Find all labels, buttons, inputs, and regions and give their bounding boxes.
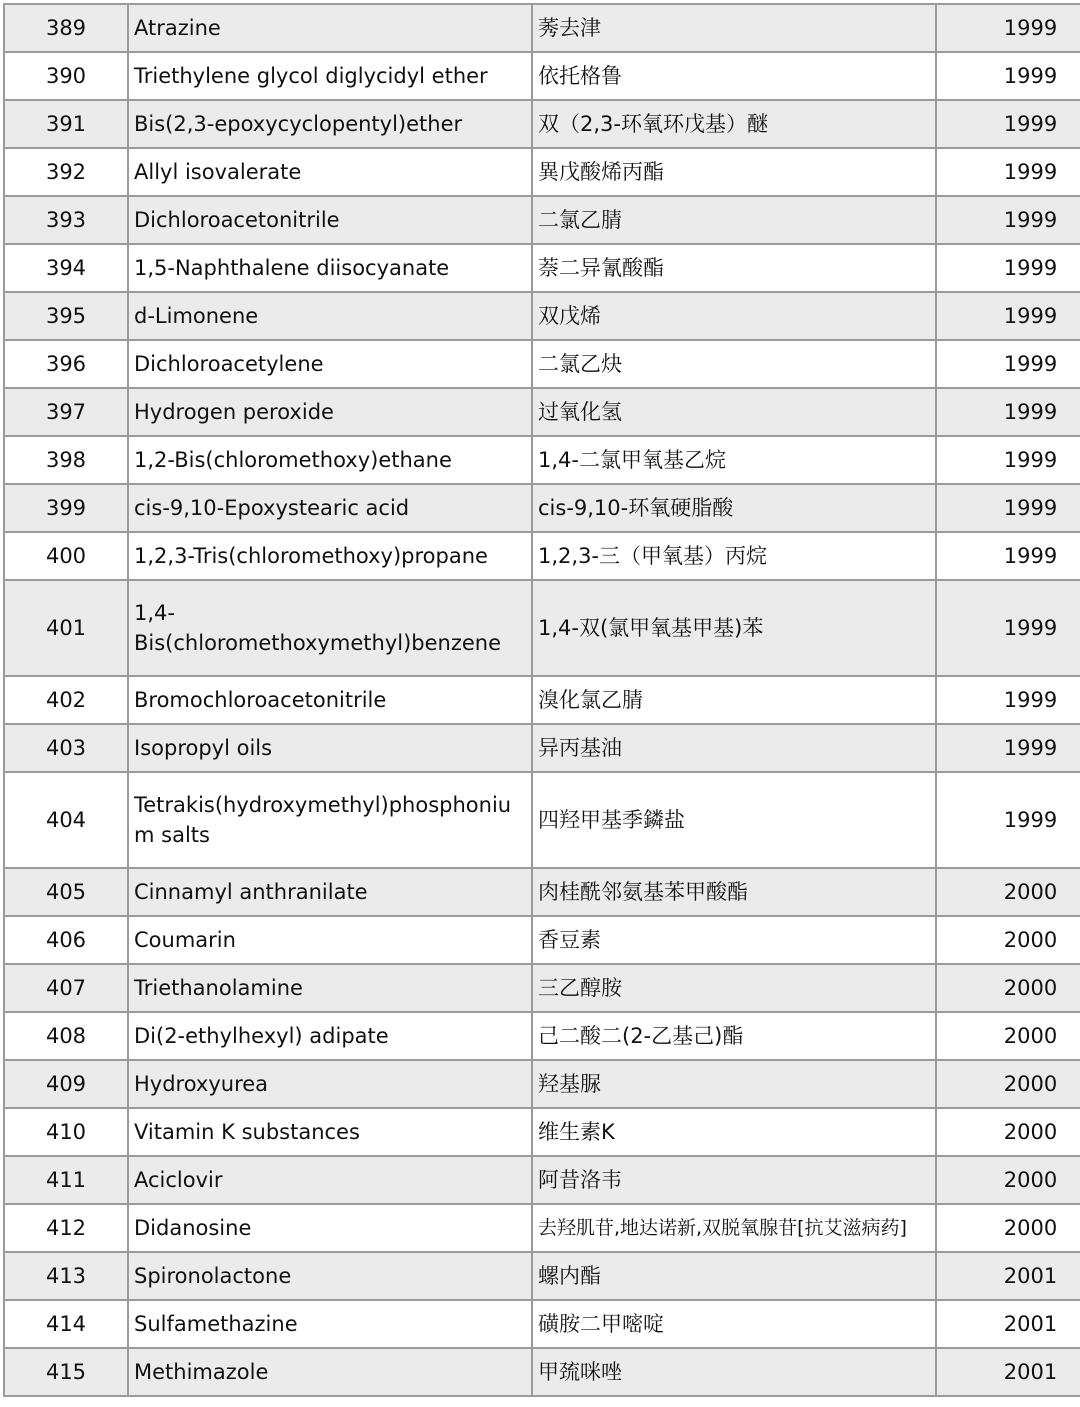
year: 1999 bbox=[936, 52, 1080, 100]
row-number: 392 bbox=[4, 148, 128, 196]
chinese-name: 磺胺二甲嘧啶 bbox=[532, 1300, 936, 1348]
chinese-name: 双（2,3-环氧环戊基）醚 bbox=[532, 100, 936, 148]
table-row bbox=[4, 436, 1080, 484]
chinese-name: 萘二异氰酸酯 bbox=[532, 244, 936, 292]
year: 2001 bbox=[936, 1300, 1080, 1348]
year: 1999 bbox=[936, 580, 1080, 676]
year: 1999 bbox=[936, 100, 1080, 148]
chinese-name: 莠去津 bbox=[532, 4, 936, 52]
table-row bbox=[4, 1156, 1080, 1204]
row-number: 409 bbox=[4, 1060, 128, 1108]
year: 2000 bbox=[936, 916, 1080, 964]
year: 1999 bbox=[936, 676, 1080, 724]
year: 1999 bbox=[936, 196, 1080, 244]
chinese-name: 二氯乙炔 bbox=[532, 340, 936, 388]
english-name: Isopropyl oils bbox=[128, 724, 532, 772]
english-name: Spironolactone bbox=[128, 1252, 532, 1300]
table-row bbox=[4, 868, 1080, 916]
year: 1999 bbox=[936, 772, 1080, 868]
chinese-name: 肉桂酰邻氨基苯甲酸酯 bbox=[532, 868, 936, 916]
row-number: 399 bbox=[4, 484, 128, 532]
row-number: 407 bbox=[4, 964, 128, 1012]
table-row bbox=[4, 532, 1080, 580]
row-number: 411 bbox=[4, 1156, 128, 1204]
table-row bbox=[4, 196, 1080, 244]
year: 1999 bbox=[936, 532, 1080, 580]
row-number: 400 bbox=[4, 532, 128, 580]
english-name: Coumarin bbox=[128, 916, 532, 964]
chinese-name: 香豆素 bbox=[532, 916, 936, 964]
english-name: 1,2,3-Tris(chloromethoxy)propane bbox=[128, 532, 532, 580]
chinese-name: 过氧化氢 bbox=[532, 388, 936, 436]
table-row bbox=[4, 1012, 1080, 1060]
english-name: Triethanolamine bbox=[128, 964, 532, 1012]
english-name: Bis(2,3-epoxycyclopentyl)ether bbox=[128, 100, 532, 148]
english-name: cis-9,10-Epoxystearic acid bbox=[128, 484, 532, 532]
chinese-name: 维生素K bbox=[532, 1108, 936, 1156]
table-row bbox=[4, 964, 1080, 1012]
table-row bbox=[4, 4, 1080, 52]
year: 2000 bbox=[936, 1012, 1080, 1060]
english-name: Di(2-ethylhexyl) adipate bbox=[128, 1012, 532, 1060]
english-name: Triethylene glycol diglycidyl ether bbox=[128, 52, 532, 100]
row-number: 412 bbox=[4, 1204, 128, 1252]
english-name: Cinnamyl anthranilate bbox=[128, 868, 532, 916]
english-name: Aciclovir bbox=[128, 1156, 532, 1204]
table-row bbox=[4, 340, 1080, 388]
year: 1999 bbox=[936, 4, 1080, 52]
row-number: 406 bbox=[4, 916, 128, 964]
year: 1999 bbox=[936, 724, 1080, 772]
chinese-name: 1,4-双(氯甲氧基甲基)苯 bbox=[532, 580, 936, 676]
chinese-name: 三乙醇胺 bbox=[532, 964, 936, 1012]
row-number: 393 bbox=[4, 196, 128, 244]
row-number: 415 bbox=[4, 1348, 128, 1396]
chinese-name: 異戊酸烯丙酯 bbox=[532, 148, 936, 196]
chinese-name: 阿昔洛韦 bbox=[532, 1156, 936, 1204]
table-row bbox=[4, 1108, 1080, 1156]
english-name: Allyl isovalerate bbox=[128, 148, 532, 196]
table-row bbox=[4, 52, 1080, 100]
table-row bbox=[4, 772, 1080, 868]
table-row bbox=[4, 1300, 1080, 1348]
table-row bbox=[4, 484, 1080, 532]
chinese-name: 去羟肌苷,地达诺新,双脱氧腺苷[抗艾滋病药] bbox=[532, 1204, 936, 1252]
year: 2001 bbox=[936, 1252, 1080, 1300]
year: 1999 bbox=[936, 292, 1080, 340]
row-number: 390 bbox=[4, 52, 128, 100]
table-row bbox=[4, 1204, 1080, 1252]
chinese-name: 己二酸二(2-乙基己)酯 bbox=[532, 1012, 936, 1060]
table-row bbox=[4, 1060, 1080, 1108]
english-name: Hydrogen peroxide bbox=[128, 388, 532, 436]
chinese-name: 螺内酯 bbox=[532, 1252, 936, 1300]
english-name: Dichloroacetylene bbox=[128, 340, 532, 388]
table-row bbox=[4, 388, 1080, 436]
chinese-name: 1,4-二氯甲氧基乙烷 bbox=[532, 436, 936, 484]
row-number: 408 bbox=[4, 1012, 128, 1060]
year: 2000 bbox=[936, 1060, 1080, 1108]
table-row bbox=[4, 724, 1080, 772]
year: 1999 bbox=[936, 436, 1080, 484]
chinese-name: 1,2,3-三（甲氧基）丙烷 bbox=[532, 532, 936, 580]
table-row bbox=[4, 1252, 1080, 1300]
year: 1999 bbox=[936, 244, 1080, 292]
english-name: 1,2-Bis(chloromethoxy)ethane bbox=[128, 436, 532, 484]
english-name: Bromochloroacetonitrile bbox=[128, 676, 532, 724]
row-number: 402 bbox=[4, 676, 128, 724]
row-number: 403 bbox=[4, 724, 128, 772]
table-row bbox=[4, 1348, 1080, 1396]
row-number: 413 bbox=[4, 1252, 128, 1300]
row-number: 396 bbox=[4, 340, 128, 388]
year: 1999 bbox=[936, 148, 1080, 196]
english-name: Tetrakis(hydroxymethyl)phosphonium salts bbox=[128, 772, 532, 868]
year: 2000 bbox=[936, 868, 1080, 916]
table-row bbox=[4, 916, 1080, 964]
english-name: Hydroxyurea bbox=[128, 1060, 532, 1108]
year: 2000 bbox=[936, 1156, 1080, 1204]
row-number: 394 bbox=[4, 244, 128, 292]
row-number: 395 bbox=[4, 292, 128, 340]
table-row bbox=[4, 676, 1080, 724]
row-number: 391 bbox=[4, 100, 128, 148]
chinese-name: 四羟甲基季鏻盐 bbox=[532, 772, 936, 868]
row-number: 398 bbox=[4, 436, 128, 484]
row-number: 410 bbox=[4, 1108, 128, 1156]
english-name: d-Limonene bbox=[128, 292, 532, 340]
row-number: 401 bbox=[4, 580, 128, 676]
year: 1999 bbox=[936, 340, 1080, 388]
english-name: 1,5-Naphthalene diisocyanate bbox=[128, 244, 532, 292]
row-number: 405 bbox=[4, 868, 128, 916]
table-row bbox=[4, 148, 1080, 196]
english-name: Atrazine bbox=[128, 4, 532, 52]
row-number: 404 bbox=[4, 772, 128, 868]
english-name: 1,4-Bis(chloromethoxymethyl)benzene bbox=[128, 580, 532, 676]
table-row bbox=[4, 244, 1080, 292]
chinese-name: 羟基脲 bbox=[532, 1060, 936, 1108]
chinese-name: cis-9,10-环氧硬脂酸 bbox=[532, 484, 936, 532]
year: 1999 bbox=[936, 484, 1080, 532]
table-row bbox=[4, 580, 1080, 676]
chemical-table bbox=[3, 3, 1080, 1397]
year: 2000 bbox=[936, 964, 1080, 1012]
year: 2000 bbox=[936, 1204, 1080, 1252]
year: 2000 bbox=[936, 1108, 1080, 1156]
english-name: Sulfamethazine bbox=[128, 1300, 532, 1348]
row-number: 397 bbox=[4, 388, 128, 436]
chinese-name: 依托格鲁 bbox=[532, 52, 936, 100]
table-row bbox=[4, 100, 1080, 148]
year: 1999 bbox=[936, 388, 1080, 436]
year: 2001 bbox=[936, 1348, 1080, 1396]
chinese-name: 异丙基油 bbox=[532, 724, 936, 772]
chinese-name: 溴化氯乙腈 bbox=[532, 676, 936, 724]
chinese-name: 二氯乙腈 bbox=[532, 196, 936, 244]
english-name: Methimazole bbox=[128, 1348, 532, 1396]
chinese-name: 双戊烯 bbox=[532, 292, 936, 340]
table-row bbox=[4, 292, 1080, 340]
english-name: Dichloroacetonitrile bbox=[128, 196, 532, 244]
english-name: Didanosine bbox=[128, 1204, 532, 1252]
english-name: Vitamin K substances bbox=[128, 1108, 532, 1156]
row-number: 414 bbox=[4, 1300, 128, 1348]
row-number: 389 bbox=[4, 4, 128, 52]
chinese-name: 甲巯咪唑 bbox=[532, 1348, 936, 1396]
